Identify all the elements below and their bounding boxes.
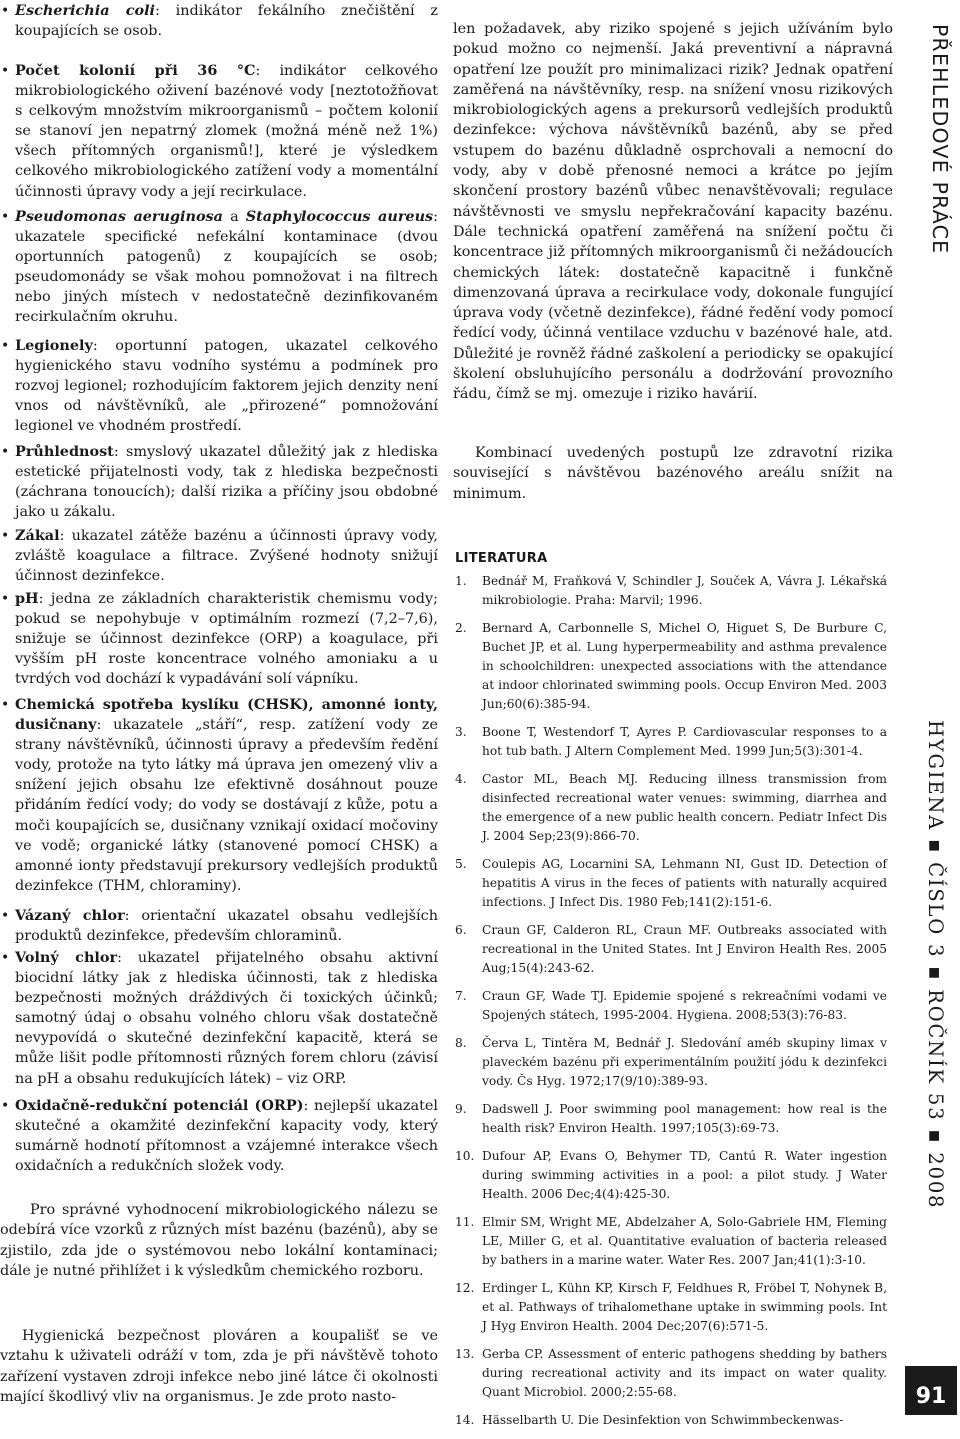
paragraph-safety: Hygienická bezpečnost plováren a koupališť se ve vztahu k uživateli odráží v tom, zda je při návštěvě tohoto zařízení vystaven zdroji infekce nebo jiné látce či okolnosti mající škodlivý vliv na organismus. Je zde proto nasto- (0, 1328, 438, 1405)
bullet-icon: • (1, 528, 10, 544)
reference-text: Craun GF, Wade TJ. Epidemie spojené s rekreačními vodami ve Spojených státech, 1995-2004. Hygiena. 2008;53(3):76-83. (482, 989, 887, 1022)
reference-item (455, 723, 887, 761)
bullet-colony-count (0, 61, 438, 202)
term-legionella: Legionely (15, 337, 93, 354)
page-number: 91 (905, 1366, 957, 1415)
reference-number: 7. (455, 989, 467, 1003)
bullet-free-chlorine (0, 948, 438, 1089)
reference-item (455, 572, 887, 610)
reference-number: 10. (455, 1149, 475, 1163)
bullet-ph (0, 589, 438, 689)
bullet-text: : ukazatele „stáří“, resp. zatížení vody ze strany návštěvníků, účinnosti úpravy a především ředění vody, protože na tyto látky má úprava jen omezený vliv a snížení jejich obsahu lze efektivně dosáhnout pouze přidáním ředící vody; do vody se dostávají z kůže, potu a moči koupajících se, dusičnany vznikají oxidací močoviny ve vodě; organické látky (stanovené pomocí CHSK) a amonné ionty představují prekursory vedlejších produktů dezinfekce (THM, chloraminy). (15, 717, 438, 894)
reference-item (455, 921, 887, 978)
reference-item (455, 987, 887, 1025)
reference-item (455, 1213, 887, 1270)
bullet-orp (0, 1096, 438, 1176)
term-pseudomonas: Pseudomonas aeruginosa (15, 208, 223, 225)
bullet-text: : ukazatel přijatelného obsahu aktivní biocidní látky jak z hlediska účinnosti, tak z hlediska bezpečnosti možných dráždivých či toxických účinků; samotný údaj o obsahu volného chloru však dostatečně nevypovídá o skutečné dezinfekční kapacitě, která se může lišit podle přítomnosti různých forem chloru (závisí na pH a obsahu redukujících látek) – viz ORP. (15, 950, 438, 1087)
bullet-pseudomonas (0, 207, 438, 328)
reference-item (455, 855, 887, 912)
bullet-text: : nejlepší ukazatel skutečné a okamžité dezinfekční kapacity vody, který sumárně hodnotí přítomnost a vzájemné interakce všech oxidačních a redukčních složek vody. (15, 1098, 438, 1175)
reference-number: 6. (455, 923, 467, 937)
reference-list (455, 572, 887, 1439)
journal-info: HYGIENA ▪ ČÍSLO 3 ▪ ROČNÍK 53 ▪ 2008 (924, 720, 947, 1210)
bullet-icon: • (1, 3, 10, 19)
bullet-turbidity (0, 526, 438, 586)
bullet-text: : indikátor celkového mikrobiologického oživení bazénové vody [neztotožňovat s celkovým množstvím mikroorganismů – počtem kolonií se stanoví jen nepatrný zlomek (možná méně než 1%) všech přítomných organismů!], které je výsledkem celkového mikrobiologického zatížení vody a momentální účinnosti úpravy vody a její recirkulace. (15, 63, 438, 200)
reference-text: Hässelbarth U. Die Desinfektion von Schwimmbeckenwas- (482, 1413, 844, 1427)
reference-text: Erdinger L, Kühn KP, Kirsch F, Feldhues R, Fröbel T, Nohynek B, et al. Pathways of trihalomethane uptake in swimming pools. Int J Hyg Environ Health. 2004 Dec;207(6):571-5. (482, 1281, 887, 1333)
term-transparency: Průhlednost (15, 443, 114, 460)
reference-item (455, 1100, 887, 1138)
term-turbidity: Zákal (15, 527, 60, 544)
reference-text: Dadswell J. Poor swimming pool management: how real is the health risk? Environ Health. 1997;105(3):69-73. (482, 1102, 887, 1135)
bullet-icon: • (1, 63, 10, 79)
reference-number: 13. (455, 1347, 475, 1361)
bullet-text: : smyslový ukazatel důležitý jak z hlediska estetické přijatelnosti vody, tak z hlediska bezpečnosti (záchrana tonoucích); další rizika a příčiny jsou obdobné jako u zákalu. (15, 444, 438, 521)
bullet-chsk (0, 695, 438, 896)
reference-item (455, 1147, 887, 1204)
term-bound-chlorine: Vázaný chlor (15, 907, 125, 924)
literature-heading: LITERATURA (455, 551, 548, 566)
section-label: PŘEHLEDOVÉ PRÁCE (928, 24, 952, 255)
reference-number: 14. (455, 1413, 475, 1427)
bullet-icon: • (1, 908, 10, 924)
reference-number: 9. (455, 1102, 467, 1116)
bullet-icon: • (1, 950, 10, 966)
reference-item (455, 1034, 887, 1091)
term-chsk: Chemická spotřeba kyslíku (CHSK), amonné ionty, dusičnany (15, 696, 438, 734)
term-free-chlorine: Volný chlor (15, 949, 118, 966)
reference-item (455, 619, 887, 714)
term-staphylococcus: Staphylococcus aureus (245, 208, 434, 225)
reference-item (455, 1279, 887, 1336)
reference-text: Bednář M, Fraňková V, Schindler J, Souček A, Vávra J. Lékařská mikrobiologie. Praha: Marvil; 1996. (482, 574, 887, 607)
bullet-icon: • (1, 697, 10, 713)
conjunction: a (222, 209, 246, 225)
reference-number: 5. (455, 857, 467, 871)
reference-text: Coulepis AG, Locarnini SA, Lehmann NI, Gust ID. Detection of hepatitis A virus in the feces of patients with naturally acquired infections. J Infect Dis. 1980 Feb;141(2):151-6. (482, 857, 887, 909)
reference-number: 1. (455, 574, 467, 588)
paragraph-sampling: Pro správné vyhodnocení mikrobiologického nálezu se odebírá více vzorků z různých míst bazénu (bazénů), aby se zjistilo, zda jde o systémovou nebo lokální kontaminaci; dále je nutné přihlížet i k výsledkům chemického rozboru. (0, 1202, 438, 1279)
reference-text: Gerba CP. Assessment of enteric pathogens shedding by bathers during recreational activity and its impact on water quality. Quant Microbiol. 2000;2:55-68. (482, 1347, 887, 1399)
bullet-icon: • (1, 338, 10, 354)
bullet-text: : indikátor fekálního znečištění z koupajících se osob. (15, 3, 439, 40)
reference-text: Elmir SM, Wright ME, Abdelzaher A, Solo-Gabriele HM, Fleming LE, Miller G, et al. Quantitative evaluation of bacteria released by bathers in a marine water. Water Res. 2007 Jan;41(1):3-10. (482, 1215, 887, 1267)
reference-text: Castor ML, Beach MJ. Reducing illness transmission from disinfected recreational water venues: swimming, diarrhea and the emergence of a new public health concern. Pediatr Infect Dis J. 2004 Sep;23(9):866-70. (482, 772, 887, 843)
bullet-legionella (0, 336, 438, 436)
bullet-text: : jedna ze základních charakteristik chemismu vody; pokud se nepohybuje v optimálním rozmezí (7,2–7,6), snižuje se účinnost dezinfekce (ORP) a koagulace, při vyšším pH roste koncentrace volného amoniaku a u tvrdých vod dochází k vypadávání solí vápníku. (15, 591, 438, 688)
bullet-text: : oportunní patogen, ukazatel celkového hygienického stavu vodního systému a podmínek pro rozvoj legionel; rozhodujícím faktorem jejich denzity není vnos od návštěvníků, ale „přirozené“ pomnožování legionel ve vhodném prostředí. (15, 338, 438, 435)
bullet-transparency (0, 442, 438, 522)
bullet-icon: • (1, 444, 10, 460)
reference-number: 4. (455, 772, 467, 786)
bullet-icon: • (1, 1098, 10, 1114)
term-orp: Oxidačně-redukční potenciál (ORP) (15, 1097, 304, 1114)
reference-text: Boone T, Westendorf T, Ayres P. Cardiovascular responses to a hot tub bath. J Altern Complement Med. 1999 Jun;5(3):301-4. (482, 725, 887, 758)
reference-item (455, 1345, 887, 1402)
paragraph-conclusion: Kombinací uvedených postupů lze zdravotní rizika související s návštěvou bazénového areálu snížit na minimum. (453, 445, 893, 502)
reference-item (455, 1411, 887, 1430)
reference-item (455, 770, 887, 846)
bullet-text: : orientační ukazatel obsahu vedlejších produktů dezinfekce, především chloraminů. (15, 908, 438, 945)
bullet-icon: • (1, 209, 10, 225)
reference-text: Dufour AP, Evans O, Behymer TD, Cantú R. Water ingestion during swimming activities in a pool: a pilot study. J Water Health. 2006 Dec;4(4):425-30. (482, 1149, 887, 1201)
bullet-text: : ukazatel zátěže bazénu a účinnosti úpravy vody, zvláště koagulace a filtrace. Zvýšené hodnoty snižují účinnost dezinfekce. (15, 528, 438, 585)
bullet-bound-chlorine (0, 906, 438, 946)
bullet-text: : ukazatele specifické nefekální kontaminace (dvou oportunních patogenů) z koupajících se osob; pseudomonády se však mohou pomnožovat i na filtrech nebo jiných místech v nedostatečně dezinfikovaném recirkulačním okruhu. (15, 209, 438, 326)
reference-text: Bernard A, Carbonnelle S, Michel O, Higuet S, De Burbure C, Buchet JP, et al. Lung hyperpermeability and asthma prevalence in schoolchildren: unexpected associations with the attendance at indoor chlorinated swimming pools. Occup Environ Med. 2003 Jun;60(6):385-94. (482, 621, 887, 711)
reference-text: Červa L, Tintěra M, Bednář J. Sledování améb skupiny limax v plaveckém bazénu při experimentálním použití jódu k dezinfekci vody. Čs Hyg. 1972;17(9/10):389-93. (482, 1036, 887, 1088)
reference-number: 8. (455, 1036, 467, 1050)
term-colony-count: Počet kolonií při 36 °C (15, 62, 256, 79)
reference-text: Craun GF, Calderon RL, Craun MF. Outbreaks associated with recreational in the United States. Int J Environ Health Res. 2005 Aug;15(4):243-62. (482, 923, 887, 975)
term-ecoli: Escherichia coli (15, 2, 156, 19)
paragraph-measures: len požadavek, aby riziko spojené s jejich užíváním bylo pokud možno co nejmenší. Jaká preventivní a nápravná opatření lze použít pro minimalizaci rizik? Jednak opatření zaměřená na návštěvníky, resp. na snížení vnosu rizikových mikrobiologických agens a prekursorů vedlejších produktů dezinfekce: výchova návštěvníků bazénů, aby se před vstupem do bazénu důkladně osprchovali a nemocní do vody, aby v době přenosné nemoci a krátce po jejím skončení prostory bazénů vůbec nenavštěvovali; regulace návštěvnosti ve smyslu nepřekračování kapacity bazénu. Dále technická opatření zaměřená na snížení počtu či koncentrace již přítomných mikroorganismů či nežádoucích chemických látek: dostatečně kapacitně i funkčně dimenzovaná úprava a recirkulace vody, dokonale fungující úprava vody (včetně dezinfekce), řádné ředění vody pomocí ředící vody, účinná ventilace vzduchu v bazénové hale, atd. Důležité je rovněž řádné zaškolení a periodicky se opakující školení obsluhujícího personálu a dodržování provozního řádu, čímž se mj. omezuje i riziko havárií. (453, 21, 893, 403)
reference-number: 2. (455, 621, 467, 635)
term-ph: pH (15, 590, 39, 607)
reference-number: 12. (455, 1281, 475, 1295)
bullet-ecoli (0, 1, 438, 41)
bullet-icon: • (1, 591, 10, 607)
reference-number: 11. (455, 1215, 475, 1229)
reference-number: 3. (455, 725, 467, 739)
